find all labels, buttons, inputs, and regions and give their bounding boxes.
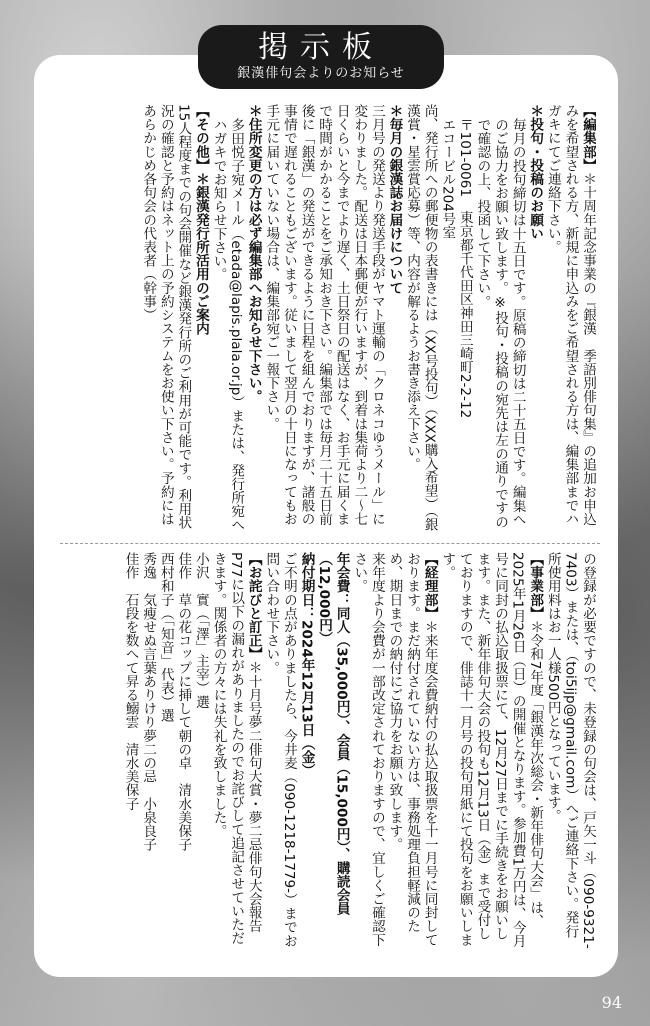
editorial-notice — [543, 104, 596, 536]
deadline-line: 納付期日：2024年12月13日（金） — [298, 552, 315, 778]
accounting-label: 【経理部】 — [421, 552, 438, 620]
correction-list — [121, 552, 209, 950]
correction-label: 【お詫びと訂正】 — [245, 552, 262, 661]
address-line-2: エコービル204号室 — [439, 117, 456, 239]
delivery-text: 三月号の発送より発送手段がヤマト運輸の「クロネコゆうメール」に変わりました。配送は日本郵便が行いますが、到着は集荷より二〜七日くらいと今までより遅く、土日祭日の配送はなく、お手元に届くまで時間がかかることをご承知おき下さい。編集部では毎月二十五日前後に「銀漢」の発送ができるように日程を組んでおりますが、諸般の事情で遅れることもございます。従いまして翌月の十日になってもお手元に届いていない場合は、編集部宛ご一報下さい。 — [263, 104, 385, 526]
page-subtitle: 銀漢俳句会よりのお知らせ — [237, 66, 405, 81]
address-note: 尚、発行所への郵便物の表書きには（XX号投句）（XXX購入希望）（銀漢賞・星雲賞応募）等、内容が解るようお書き添え下さい。 — [404, 104, 438, 532]
submission-text: 毎月の投句締切は十五日です。原稿の締切は二十五日です。編集へのご協力をお願い致します。※投句・投稿の宛先は左の通りですので確認の上、投函して下さい。 — [474, 117, 526, 528]
delivery-head: ＊毎月の銀漢誌お届けについて — [386, 104, 403, 295]
editorial-label: 【編集部】 — [580, 104, 596, 172]
page-number: 94 — [601, 993, 622, 1012]
address-line-1: 〒101-0061 東京都千代田区神田三崎町2-2-12 — [456, 117, 473, 418]
list-item: 佳作 石段を数へて昇る鰯雲 清水美保子 — [122, 552, 139, 811]
business-notice: 【事業部】＊令和7年度「銀漢年次総会・新年俳句大会」は、2025年1月26日（日）の開催となります。参加費1万円は、今月号に同封の払込取扱票にて、12月27日までに手続きをお願いします。また、新年俳句大会の投句も12月13日（金）まで受付しておりますので、俳誌十一月号の投句用紙にて投句をお願いします。 — [439, 552, 544, 948]
other-label: 【その他】 — [192, 104, 209, 172]
list-item: 佳作 草の花コップに挿して朝の卓 清水美保子 — [175, 552, 192, 852]
other-head: ＊銀漢発行所活用のご案内 — [192, 172, 209, 336]
bulletin-header — [198, 25, 444, 89]
accounting-text-2: 来年度より会費が一部改定されておりますので、宜しくご確認下さい。 — [351, 552, 385, 947]
continued-text: の登録が必要ですので、未登録の句会は、戸矢一斗（090-9321-7403）または、（toi5ijp@gmail.com）へご連絡下さい。発行所使用料はお一人様500円となっています。 — [544, 552, 596, 949]
inquiry-line: ご不明の点がありましたら、今井麦（090-1218-1779-）までお問い合わせ下さい。 — [263, 552, 297, 948]
address-change-head: ＊住所変更の方は必ず編集部へお知らせ下さい。 — [245, 104, 262, 404]
other-text: 15人程度までの句会開催など銀漢発行所のご利用が可能です。利用状況の確認と予約はネット上の予約システムをお使い下さい。予約にはあらかじめ各句会の代表者（幹事） — [140, 104, 192, 530]
section-divider — [60, 543, 600, 544]
correction-notice: 【お詫びと訂正】＊十月号夢二俳句大賞・夢二忌俳句大会報告P77に以下の漏れがありましたのでお詫びして追記させていただきます。関係者の方々には失礼を致しました。 — [210, 552, 262, 945]
list-item: 小沢 實（「澤」主宰）選 — [192, 552, 209, 709]
list-item: 西村和子（「知音」代表）選 — [157, 552, 174, 723]
submission-head: ＊投句・投稿のお願い — [527, 104, 544, 240]
accounting-notice: 【経理部】＊来年度会費納付の払込取扱票を十一月号に同封しております。まだ納付されていない方は、事務処理負担軽減のため、期日までの納付にご協力をお願い致します。 — [386, 552, 438, 947]
business-label: 【事業部】 — [527, 552, 544, 620]
list-item: 秀逸 気瘦せぬ言葉ありけり夢二の忌 小泉良子 — [140, 552, 157, 852]
page-title: 掲示板 — [258, 30, 384, 65]
address-change-text: 多田悦子宛メール（etada@lapis.plala.or.jp）または、発行所宛へハガキでお知らせ下さい。 — [210, 117, 245, 532]
bottom-section — [66, 552, 596, 950]
other-notice — [191, 104, 209, 536]
top-section — [66, 104, 596, 536]
editorial-text: ＊十周年記念事業の『銀漢 季語別俳句集』の追加お申込みを希望される方、新規に申込みをご希望される方は、編集部までハガキにてご連絡下さい。 — [544, 104, 596, 526]
fee-line: 年会費：同人（35,000円）、会員（15,000円）、購読会員（12,000円） — [316, 552, 350, 916]
